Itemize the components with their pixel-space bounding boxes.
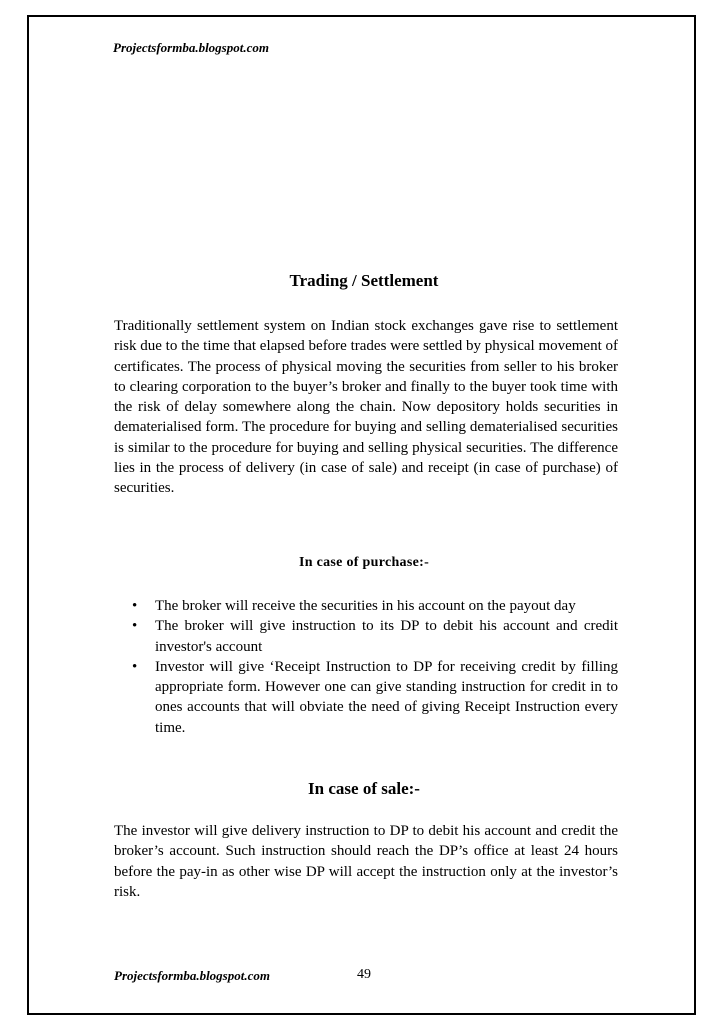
list-item-text: The broker will receive the securities in his account on the payout day xyxy=(155,598,576,614)
bullet-icon: • xyxy=(132,618,138,635)
sale-heading: In case of sale:- xyxy=(308,779,420,798)
list-item xyxy=(114,616,618,657)
footer-site-name: Projectsformba.blogspot.com xyxy=(114,968,270,983)
list-item-text: Investor will give ‘Receipt Instruction to DP for receiving credit by filling appropriate form. However one can give standing instruction for credit in to ones accounts that will obviate the need of giving Receipt Instruction every time. xyxy=(155,658,618,736)
section-title: Trading / Settlement xyxy=(289,271,439,290)
header-site-name: Projectsformba.blogspot.com xyxy=(113,40,269,55)
bullet-icon: • xyxy=(132,658,138,675)
list-item-text: The broker will give instruction to its DP to debit his account and credit investor's account xyxy=(155,618,618,655)
page-number: 49 xyxy=(357,967,371,982)
bullet-icon: • xyxy=(132,598,138,614)
sale-paragraph: The investor will give delivery instruction to DP to debit his account and credit the broker’s account. Such instruction should reach the DP’s office at least 24 hours before the pay-in as other wise DP will accept the instruction only at the investor’s risk. xyxy=(114,823,618,900)
purchase-heading: In case of purchase:- xyxy=(298,555,430,570)
purchase-bullet-list xyxy=(114,596,618,738)
list-item xyxy=(114,596,618,616)
intro-paragraph: Traditionally settlement system on Indian stock exchanges gave rise to settlement risk due to the time that elapsed before trades were settled by physical movement of certificates. The process of physical moving the securities from seller to his broker to clearing corporation to the buyer’s broker and finally to the buyer took time with the risk of delay somewhere along the chain. Now depository holds securities in dematerialised form. The procedure for buying and selling dematerialised securities is similar to the procedure for buying and selling physical securities. The difference lies in the process of delivery (in case of sale) and receipt (in case of purchase) of securities. xyxy=(114,318,619,497)
list-item xyxy=(114,657,618,738)
